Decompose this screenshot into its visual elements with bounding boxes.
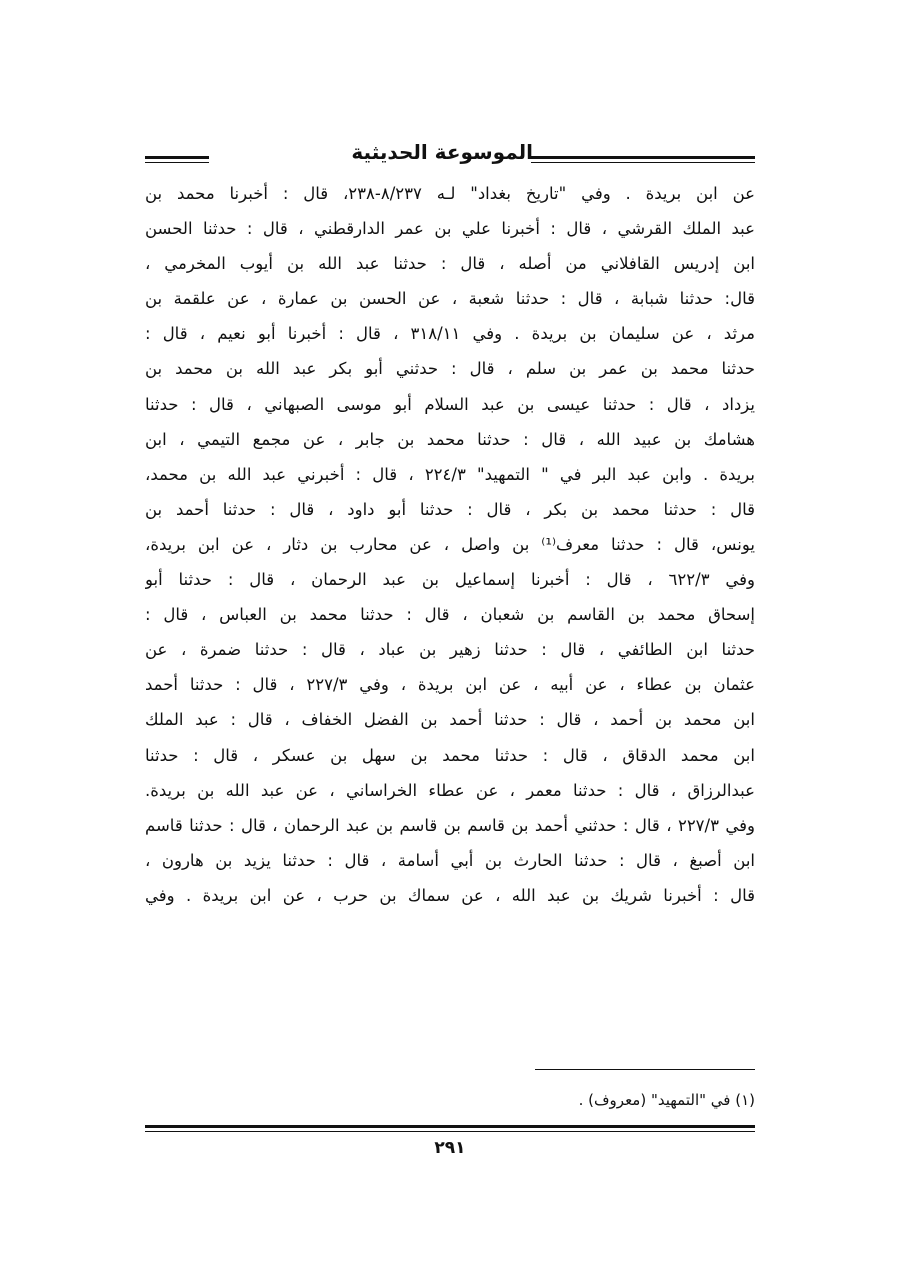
footer-rule-thin (145, 1131, 755, 1132)
text-line: هشامك بن عبيد الله ، قال : حدثنا محمد بن جابر ، عن مجمع التيمي ، ابن (145, 429, 755, 449)
text-line: ابن محمد بن أحمد ، قال : حدثنا أحمد بن الفضل الخفاف ، قال : عبد الملك (145, 710, 755, 730)
text-line: عبدالرزاق ، قال : حدثنا معمر ، عن عطاء الخراساني ، عن عبد الله بن بريدة. (145, 780, 755, 800)
text-line: مرثد ، عن سليمان بن بريدة . وفي ٣١٨/١١ ، قال : أخبرنا أبو نعيم ، قال : (145, 324, 755, 344)
page-number: ٢٩١ (434, 1138, 466, 1158)
text-line: يونس، قال : حدثنا معرف⁽¹⁾ بن واصل ، عن محارب بن دثار ، عن ابن بريدة، (145, 534, 755, 554)
text-line: ابن إدريس القافلاني من أصله ، قال : حدثنا عبد الله بن أيوب المخرمي ، (145, 254, 755, 274)
text-line: إسحاق محمد بن القاسم بن شعبان ، قال : حدثنا محمد بن العباس ، قال : (145, 605, 755, 625)
text-line: قال: حدثنا شبابة ، قال : حدثنا شعبة ، عن الحسن بن عمارة ، عن علقمة بن (145, 289, 755, 309)
text-line: حدثنا ابن الطائفي ، قال : حدثنا زهير بن عباد ، قال : حدثنا ضمرة ، عن (145, 640, 755, 660)
text-line: قال : حدثنا محمد بن بكر ، قال : حدثنا أبو داود ، قال : حدثنا أحمد بن (145, 499, 755, 519)
page-header (145, 142, 755, 172)
text-line: عن ابن بريدة . وفي "تاريخ بغداد" لـه ٨/٢٣٧-٢٣٨، قال : أخبرنا محمد بن (145, 184, 755, 203)
text-line: يزداد ، قال : حدثنا عيسى بن عبد السلام أبو موسى الصبهاني ، قال : حدثنا (145, 394, 755, 414)
text-line: عبد الملك القرشي ، قال : أخبرنا علي بن عمر الدارقطني ، قال : حدثنا الحسن (145, 219, 755, 239)
footnote: (١) في "التمهيد" (معروف) . (578, 1091, 755, 1109)
main-text (145, 176, 755, 913)
footnote-separator (535, 1069, 755, 1070)
footer-rule-thick (145, 1125, 755, 1128)
running-title: الموسوعة الحديثية (351, 140, 533, 164)
text-line: حدثنا محمد بن عمر بن سلم ، قال : حدثني أبو بكر عبد الله بن محمد بن (145, 359, 755, 379)
text-line: بريدة . وابن عبد البر في " التمهيد" ٢٢٤/٣ ، قال : أخبرني عبد الله بن محمد، (145, 464, 755, 484)
text-line: وفي ٢٢٧/٣ ، قال : حدثني أحمد بن قاسم بن قاسم بن عبد الرحمان ، قال : حدثنا قاسم (145, 815, 755, 835)
text-line: ابن أصبغ ، قال : حدثنا الحارث بن أبي أسامة ، قال : حدثنا يزيد بن هارون ، (145, 850, 755, 870)
text-line: وفي ٦٢٢/٣ ، قال : أخبرنا إسماعيل بن عبد الرحمان ، قال : حدثنا أبو (145, 570, 755, 590)
text-line: قال : أخبرنا شريك بن عبد الله ، عن سماك بن حرب ، عن ابن بريدة . وفي (145, 885, 755, 905)
header-rule-right (145, 156, 209, 163)
header-rule-left (531, 156, 755, 163)
text-line: ابن محمد الدقاق ، قال : حدثنا محمد بن سهل بن عسكر ، قال : حدثنا (145, 745, 755, 765)
text-line: عثمان بن عطاء ، عن أبيه ، عن ابن بريدة ، وفي ٢٢٧/٣ ، قال : حدثنا أحمد (145, 675, 755, 695)
